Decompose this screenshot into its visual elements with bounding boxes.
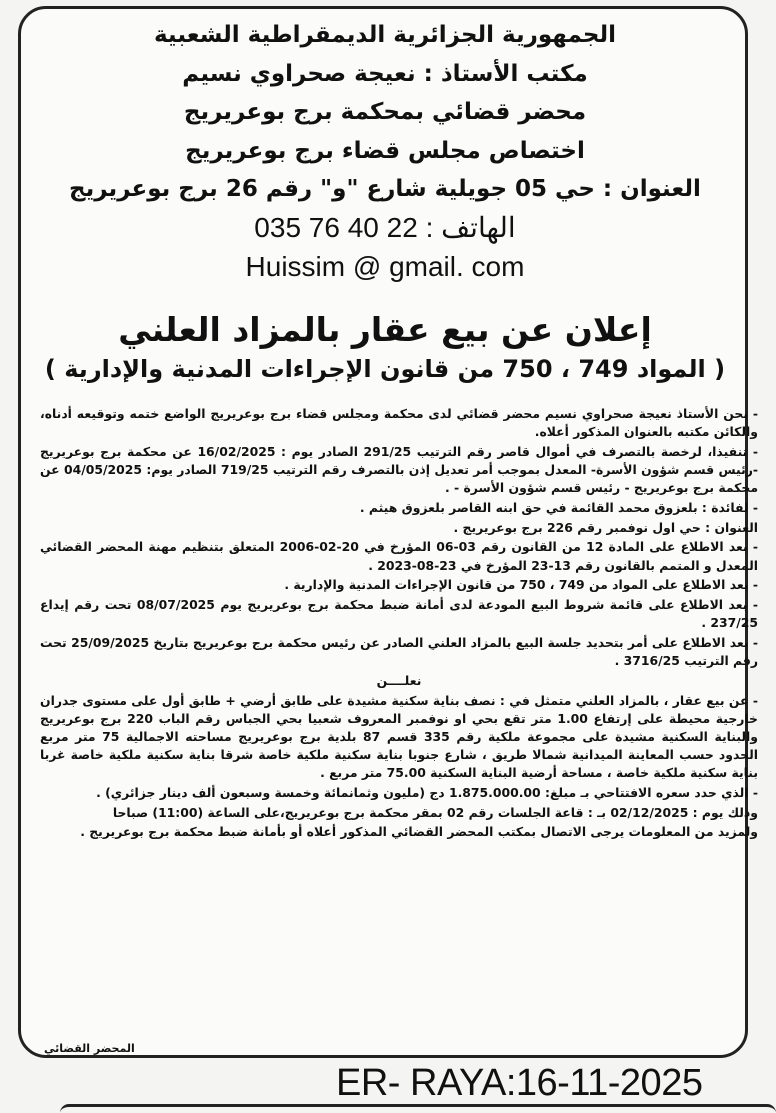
office-address: العنوان : حي 05 جويلية شارع "و" رقم 26 برج بوعريريج: [69, 176, 701, 202]
notice-subtitle: ( المواد 749 ، 750 من قانون الإجراءات المدنية والإدارية ): [44, 355, 726, 383]
bailiff-title: محضر قضائي بمحكمة برج بوعريريج: [183, 99, 587, 125]
paragraph-beneficiary: - لفائدة : بلعزوق محمد القائمة في حق ابنه القاصر بلعزوق هيثم .: [359, 500, 758, 516]
paragraph-beneficiary-address: العنوان : حي اول نوفمبر رقم 226 برج بوعريريج .: [453, 519, 758, 535]
paragraph-bailiff: - نحن الأستاذ نعيجة صحراوي نسيم محضر قضائي لدى محكمة ومجلس قضاء برج بوعريريج الواضع ختمه وتوقيعه أدناه، والكائن مكتبه بالعنوان المذكور أعلاه.: [40, 406, 758, 440]
paragraph-execution: - تنفيذا، لرخصة بالتصرف في أموال قاصر رقم الترتيب 291/25 الصادر يوم : 16/02/2025 عن محكمة برج بوعريريج -رئيس قسم شؤون الأسرة- المعدل بموجب أمر تعديل إذن بالتصرف رقم الترتيب 719/25 الصادر يوم: 04/05/2025 عن محكمة برج بوعريريج - رئيس قسم شؤون الأسرة - .: [40, 443, 759, 496]
paragraph-opening-price: - الذي حدد سعره الافتتاحي بـ مبلغ: 1.875.000.00 دج (مليون وثمانمائة وخمسة وسبعون ألف دينار جزائري) .: [96, 785, 758, 801]
publication-footer: ER- RAYA:16-11-2025: [336, 1062, 703, 1104]
announce-heading: نعلــــن: [376, 672, 422, 688]
office-name: مكتب الأستاذ : نعيجة صحراوي نسيم: [182, 60, 588, 87]
paragraph-articles: - بعد الاطلاع على المواد من 749 ، 750 من قانون الإجراءات المدنية والإدارية .: [284, 577, 758, 593]
notice-title: إعلان عن بيع عقار بالمزاد العلني: [118, 310, 652, 349]
paragraph-session-order: - بعد الاطلاع على أمر بتحديد جلسة البيع بالمزاد العلني الصادر عن رئيس محكمة برج بوعريريج بتاريخ 25/09/2025 تحت رقم الترتيب 3716/25 .: [40, 634, 759, 669]
paragraph-law-reference: - بعد الاطلاع على المادة 12 من القانون رقم 03-06 المؤرخ في 20-02-2006 المتعلق بتنظيم مهنة المحضر القضائي المعدل و المتمم بالقانون رقم 13-23 المؤرخ في 23-08-2023 .: [40, 539, 759, 573]
office-email: Huissim @ gmail. com: [245, 250, 525, 282]
notice-body: [40, 405, 758, 843]
paragraph-sale-conditions: - بعد الاطلاع على قائمة شروط البيع المودعة لدى أمانة ضبط محكمة برج بوعريريج يوم 08/07/2025 تحت رقم إيداع 237/25 .: [40, 597, 758, 631]
jurisdiction: اختصاص مجلس قضاء برج بوعريريج: [185, 137, 585, 164]
paragraph-date-venue: وذلك يوم : 02/12/2025 بـ : قاعة الجلسات رقم 02 بمقر محكمة برج بوعريريج،على الساعة (11:00) صباحا: [112, 804, 758, 820]
republic-heading: الجمهورية الجزائرية الديمقراطية الشعبية: [153, 22, 617, 48]
signature-label: المحضر القضائي: [44, 1042, 135, 1055]
notice-header: [40, 16, 730, 287]
paragraph-property: - عن بيع عقار ، بالمزاد العلني متمثل في : نصف بناية سكنية مشيدة على طابق أرضي + طابق أول على مستوى جدران خارجية محيطة على إرتفاع 1.00 متر تقع بحي او نوفمبر المعروف شعبيا بحي الجباس رقم الباب 220 برج بوعريريج والبناية السكنية مشيدة على مجموعة ملكية رقم 335 قسم 87 بلدية برج بوعريريج مساحته الاجمالية 75 متر مربع الحدود حسب المعاينة الميدانية شمالا طريق ، شارع جنوبا بناية سكنية ملكية خاصة شرقا بناية سكنية ملكية خاصة غربا بناية سكنية ملكية خاصة ، مساحة أرضية البناية السكنية 75.00 متر مربع .: [40, 692, 758, 781]
office-phone: الهاتف : 22 40 76 035: [254, 211, 516, 243]
paragraph-contact: ولمزيد من المعلومات يرجى الاتصال بمكتب المحضر القضائي المذكور أعلاه أو بأمانة ضبط محكمة برج بوعريريج .: [80, 824, 758, 840]
